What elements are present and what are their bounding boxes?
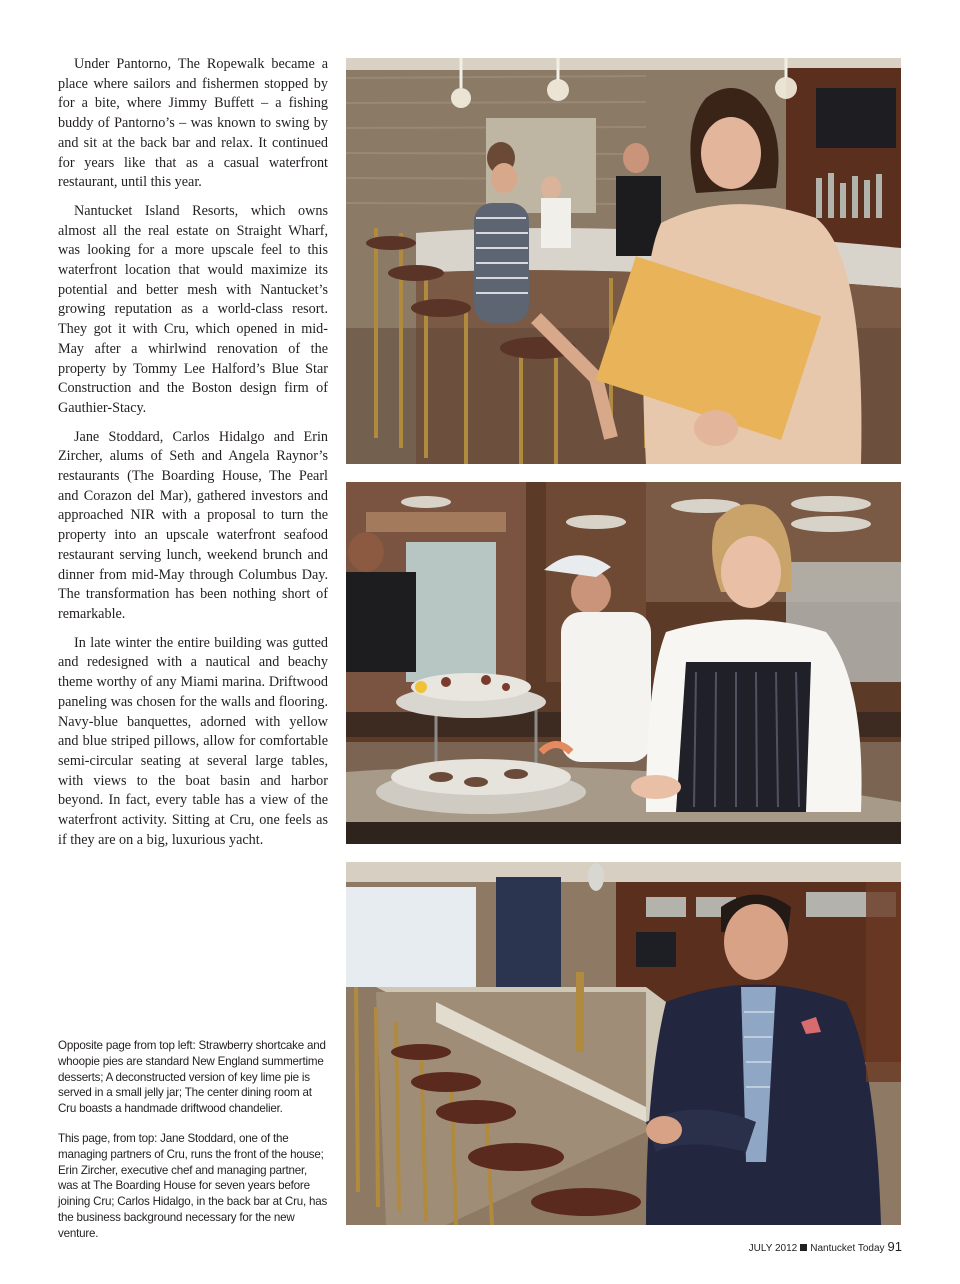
photo-captions — [58, 1038, 328, 1256]
page-footer — [749, 1239, 902, 1254]
article-paragraph: Jane Stoddard, Carlos Hidalgo and Erin Zircher, alums of Seth and Angela Raynor’s restaurants (The Boarding House, The Pearl and Corazon del Mar), gathered investors and approached NIR with a proposal to turn the property into an upscale waterfront seafood restaurant serving lunch, weekend brunch and dinner from mid-May through Columbus Day. The transformation has been nothing short of remarkable. — [58, 428, 328, 622]
footer-date: JULY 2012 — [748, 1243, 798, 1254]
article-paragraph: Under Pantorno, The Ropewalk became a place where sailors and fishermen stopped by for a bite, where Jimmy Buffett – a fishing buddy of Pantorno’s – was known to swing by and sit at the back bar and relax. It continued for years like that as a casual waterfront restaurant, until this year. — [58, 56, 328, 191]
article-paragraph: In late winter the entire building was gutted and redesigned with a nautical and beachy theme worthy of any Miami marina. Driftwood paneling was chosen for the walls and flooring. Navy-blue banquettes, adorned with yellow and blue striped pillows, allow for comfortable semi-circular seating at several large tables, with views to the boat basin and harbor beyond. In fact, every table has a view of the waterfront activity. Sitting at Cru, one feels as if they are on a big, luxurious yacht. — [58, 634, 328, 848]
article-body — [58, 55, 328, 859]
photo-jane-stoddard — [346, 58, 901, 464]
photo-carlos-hidalgo — [346, 862, 901, 1225]
article-paragraph: Nantucket Island Resorts, which owns almost all the real estate on Straight Wharf, was looking for a more upscale feel to this waterfront location that would maximize its potential and better mesh with Nantucket’s growing reputation as a world-class resort. They got it with Cru, which opened in mid-May after a whirlwind renovation of the property by Tommy Lee Halford’s Blue Star Construction and the Boston design firm of Gauthier-Stacy. — [58, 202, 328, 416]
square-bullet-icon — [800, 1244, 807, 1251]
caption-opposite-page: Opposite page from top left: Strawberry shortcake and whoopie pies are standard New England summertime desserts; A deconstructed version of key lime pie is served in a small jelly jar; The center dining room at Cru boasts a handmade driftwood chandelier. — [58, 1039, 326, 1116]
footer-publication: Nantucket Today — [810, 1243, 885, 1254]
caption-this-page: This page, from top: Jane Stoddard, one of the managing partners of Cru, runs the front of the house; Erin Zircher, executive chef and managing partner, was at The Boarding House for seven years before joining Cru; Carlos Hidalgo, in the back bar at Cru, has the business background necessary for the new venture. — [58, 1131, 328, 1240]
photo-erin-zircher — [346, 482, 901, 844]
page-number: 91 — [887, 1239, 902, 1254]
